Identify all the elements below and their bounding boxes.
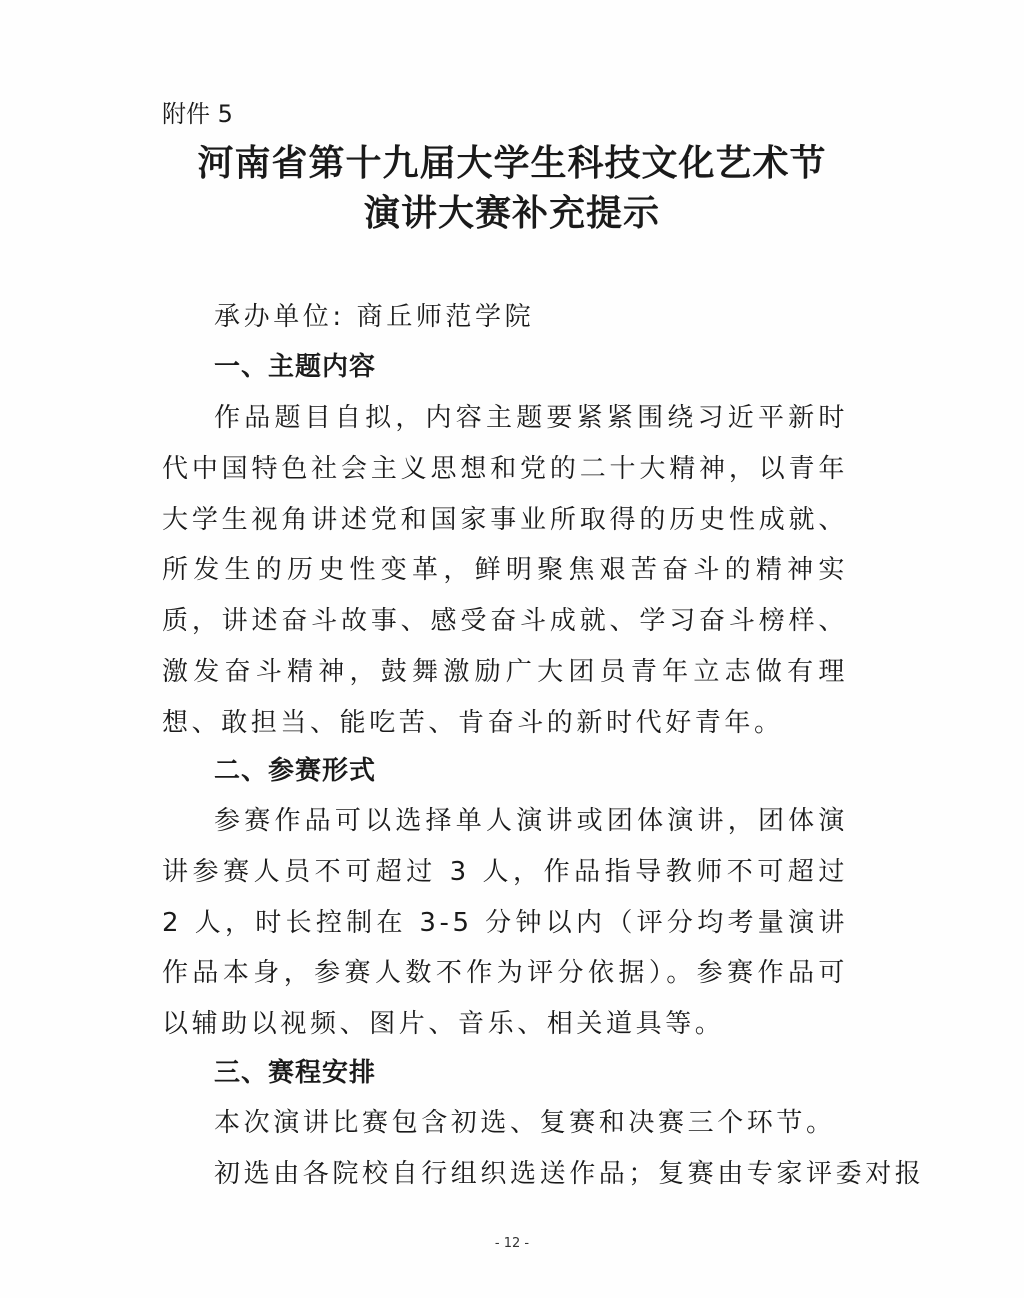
attachment-label: 附件 5 xyxy=(162,100,233,128)
section-heading-schedule: 三、赛程安排 xyxy=(214,1058,377,1088)
section-heading-theme: 一、主题内容 xyxy=(214,352,377,382)
document-title-line-1: 河南省第十九届大学生科技文化艺术节 xyxy=(197,142,827,184)
organizer-line: 承办单位: 商丘师范学院 xyxy=(214,302,535,332)
section-theme-paragraph: 作品题目自拟，内容主题要紧紧围绕习近平新时代中国特色社会主义思想和党的二十大精神，以青年大学生视角讲述党和国家事业所取得的历史性成就、所发生的历史性变革，鲜明聚焦艰苦奋斗的精神实质，讲述奋斗故事、感受奋斗成就、学习奋斗榜样、激发奋斗精神，鼓舞激励广大团员青年立志做有理想、敢担当、能吃苦、肯奋斗的新时代好青年。 xyxy=(162,403,848,738)
page-number: - 12 - xyxy=(494,1236,530,1251)
section-schedule-paragraph-2: 初选由各院校自行组织选送作品；复赛由专家评委对报 xyxy=(214,1159,925,1189)
section-format-paragraph: 参赛作品可以选择单人演讲或团体演讲，团体演讲参赛人员不可超过 3 人，作品指导教师不可超过 2 人，时长控制在 3-5 分钟以内（评分均考量演讲作品本身，参赛人数不作为评分依据）。参赛作品可以辅助以视频、图片、音乐、相关道具等。 xyxy=(162,806,848,1040)
section-schedule-paragraph-1: 本次演讲比赛包含初选、复赛和决赛三个环节。 xyxy=(214,1108,836,1138)
document-title-line-2: 演讲大赛补充提示 xyxy=(363,192,660,234)
section-heading-format: 二、参赛形式 xyxy=(214,756,377,786)
